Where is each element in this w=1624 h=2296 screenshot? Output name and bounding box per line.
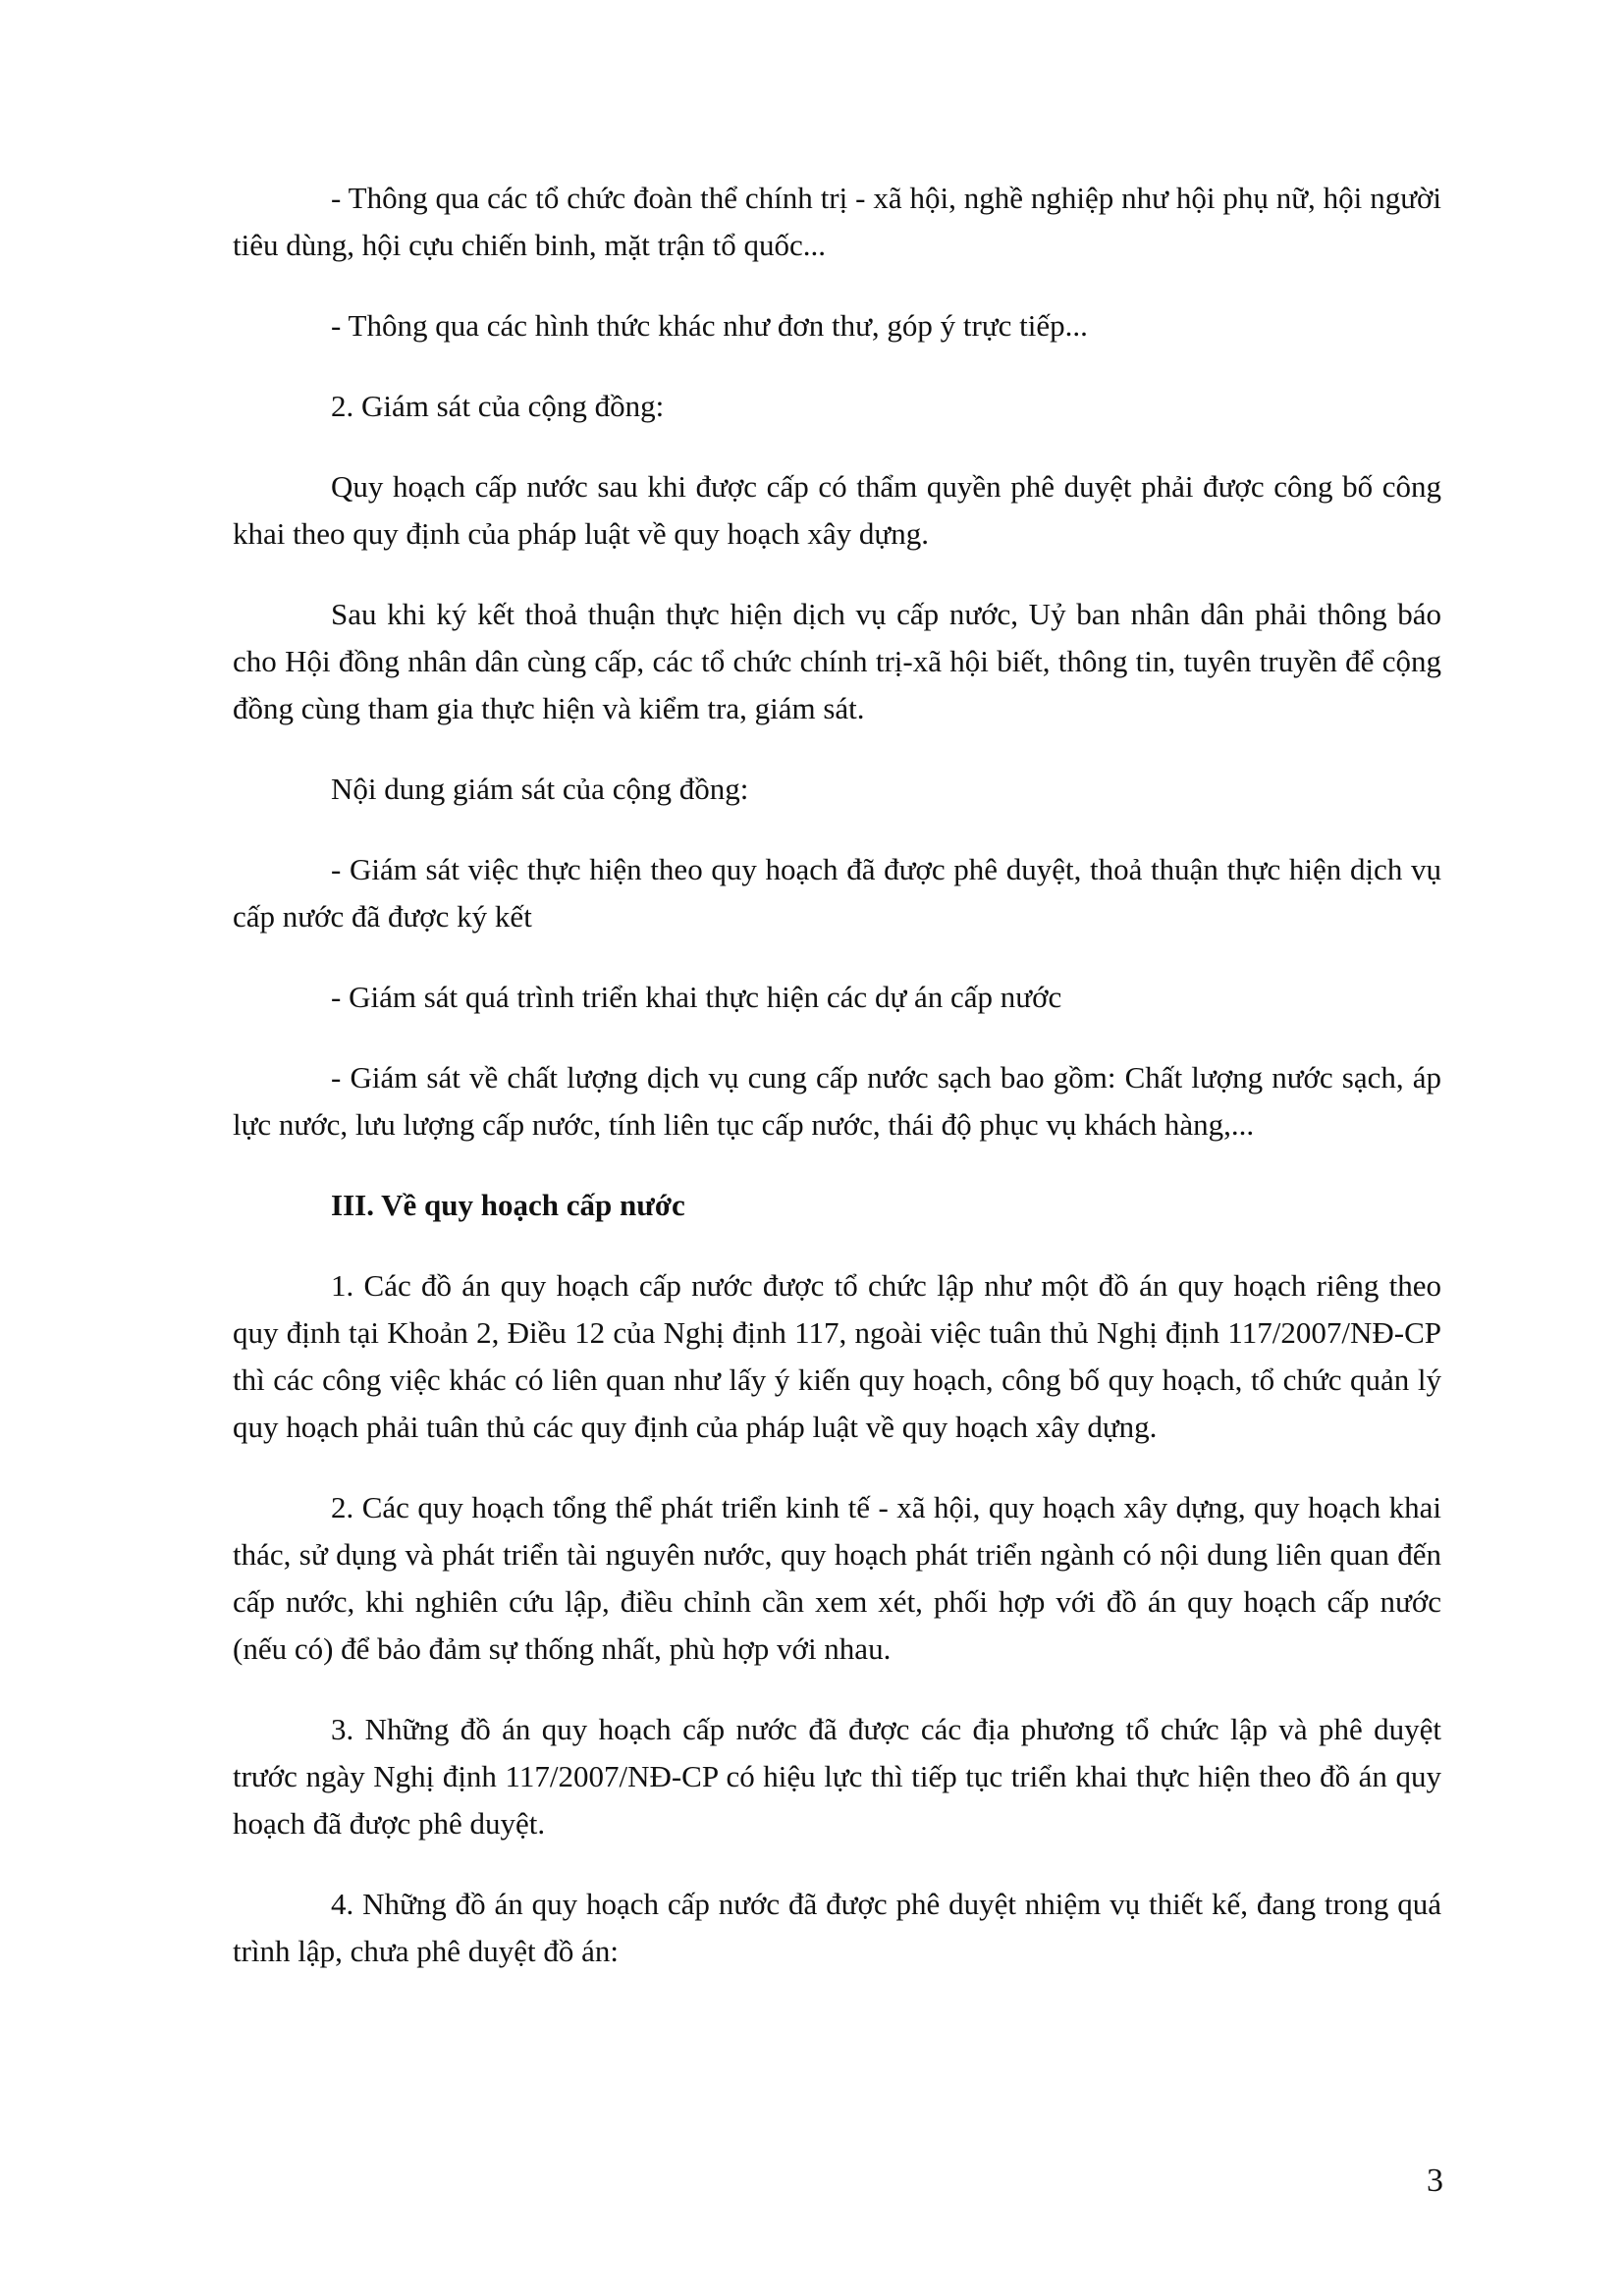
paragraph-planning-item-3: 3. Những đồ án quy hoạch cấp nước đã được các địa phương tổ chức lập và phê duyệt trước ngày Nghị định 117/2007/NĐ-CP có hiệu lực thì tiếp tục triển khai thực hiện theo đồ án quy hoạch đã được phê duyệt.: [233, 1712, 1441, 1841]
paragraph-supervision-implementation: - Giám sát việc thực hiện theo quy hoạch đã được phê duyệt, thoả thuận thực hiện dịch vụ cấp nước đã được ký kết: [233, 852, 1441, 934]
paragraph-supervision-projects: - Giám sát quá trình triển khai thực hiện các dự án cấp nước: [331, 980, 1062, 1014]
paragraph-plan-publication: Quy hoạch cấp nước sau khi được cấp có thẩm quyền phê duyệt phải được công bố công khai theo quy định của pháp luật về quy hoạch xây dựng.: [233, 469, 1441, 551]
paragraph-planning-item-1: 1. Các đồ án quy hoạch cấp nước được tổ chức lập như một đồ án quy hoạch riêng theo quy định tại Khoản 2, Điều 12 của Nghị định 117, ngoài việc tuân thủ Nghị định 117/2007/NĐ-CP thì các công việc khác có liên quan như lấy ý kiến quy hoạch, công bố quy hoạch, tổ chức quản lý quy hoạch phải tuân thủ các quy định của pháp luật về quy hoạch xây dựng.: [233, 1268, 1441, 1444]
paragraph-agreement-notification: Sau khi ký kết thoả thuận thực hiện dịch vụ cấp nước, Uỷ ban nhân dân phải thông báo cho Hội đồng nhân dân cùng cấp, các tổ chức chính trị-xã hội biết, thông tin, tuyên truyền để cộng đồng cùng tham gia thực hiện và kiểm tra, giám sát.: [233, 597, 1441, 725]
paragraph-planning-item-2: 2. Các quy hoạch tổng thể phát triển kinh tế - xã hội, quy hoạch xây dựng, quy hoạch khai thác, sử dụng và phát triển tài nguyên nước, quy hoạch phát triển ngành có nội dung liên quan đến cấp nước, khi nghiên cứu lập, điều chỉnh cần xem xét, phối hợp với đồ án quy hoạch cấp nước (nếu có) để bảo đảm sự thống nhất, phù hợp với nhau.: [233, 1490, 1441, 1666]
paragraph-consultation-other-forms: - Thông qua các hình thức khác như đơn thư, góp ý trực tiếp...: [331, 308, 1088, 343]
section-heading-water-supply-planning: III. Về quy hoạch cấp nước: [331, 1188, 685, 1222]
paragraph-supervision-content-intro: Nội dung giám sát của cộng đồng:: [331, 772, 749, 806]
paragraph-consultation-organizations: - Thông qua các tổ chức đoàn thể chính trị - xã hội, nghề nghiệp như hội phụ nữ, hội người tiêu dùng, hội cựu chiến binh, mặt trận tổ quốc...: [233, 181, 1441, 262]
paragraph-supervision-quality: - Giám sát về chất lượng dịch vụ cung cấp nước sạch bao gồm: Chất lượng nước sạch, áp lực nước, lưu lượng cấp nước, tính liên tục cấp nước, thái độ phục vụ khách hàng,...: [233, 1060, 1441, 1142]
paragraph-planning-item-4: 4. Những đồ án quy hoạch cấp nước đã được phê duyệt nhiệm vụ thiết kế, đang trong quá trình lập, chưa phê duyệt đồ án:: [233, 1887, 1441, 1968]
section-community-supervision: 2. Giám sát của cộng đồng:: [331, 389, 665, 423]
page-body: [233, 175, 1441, 2008]
page-number: 3: [1427, 2163, 1443, 2199]
